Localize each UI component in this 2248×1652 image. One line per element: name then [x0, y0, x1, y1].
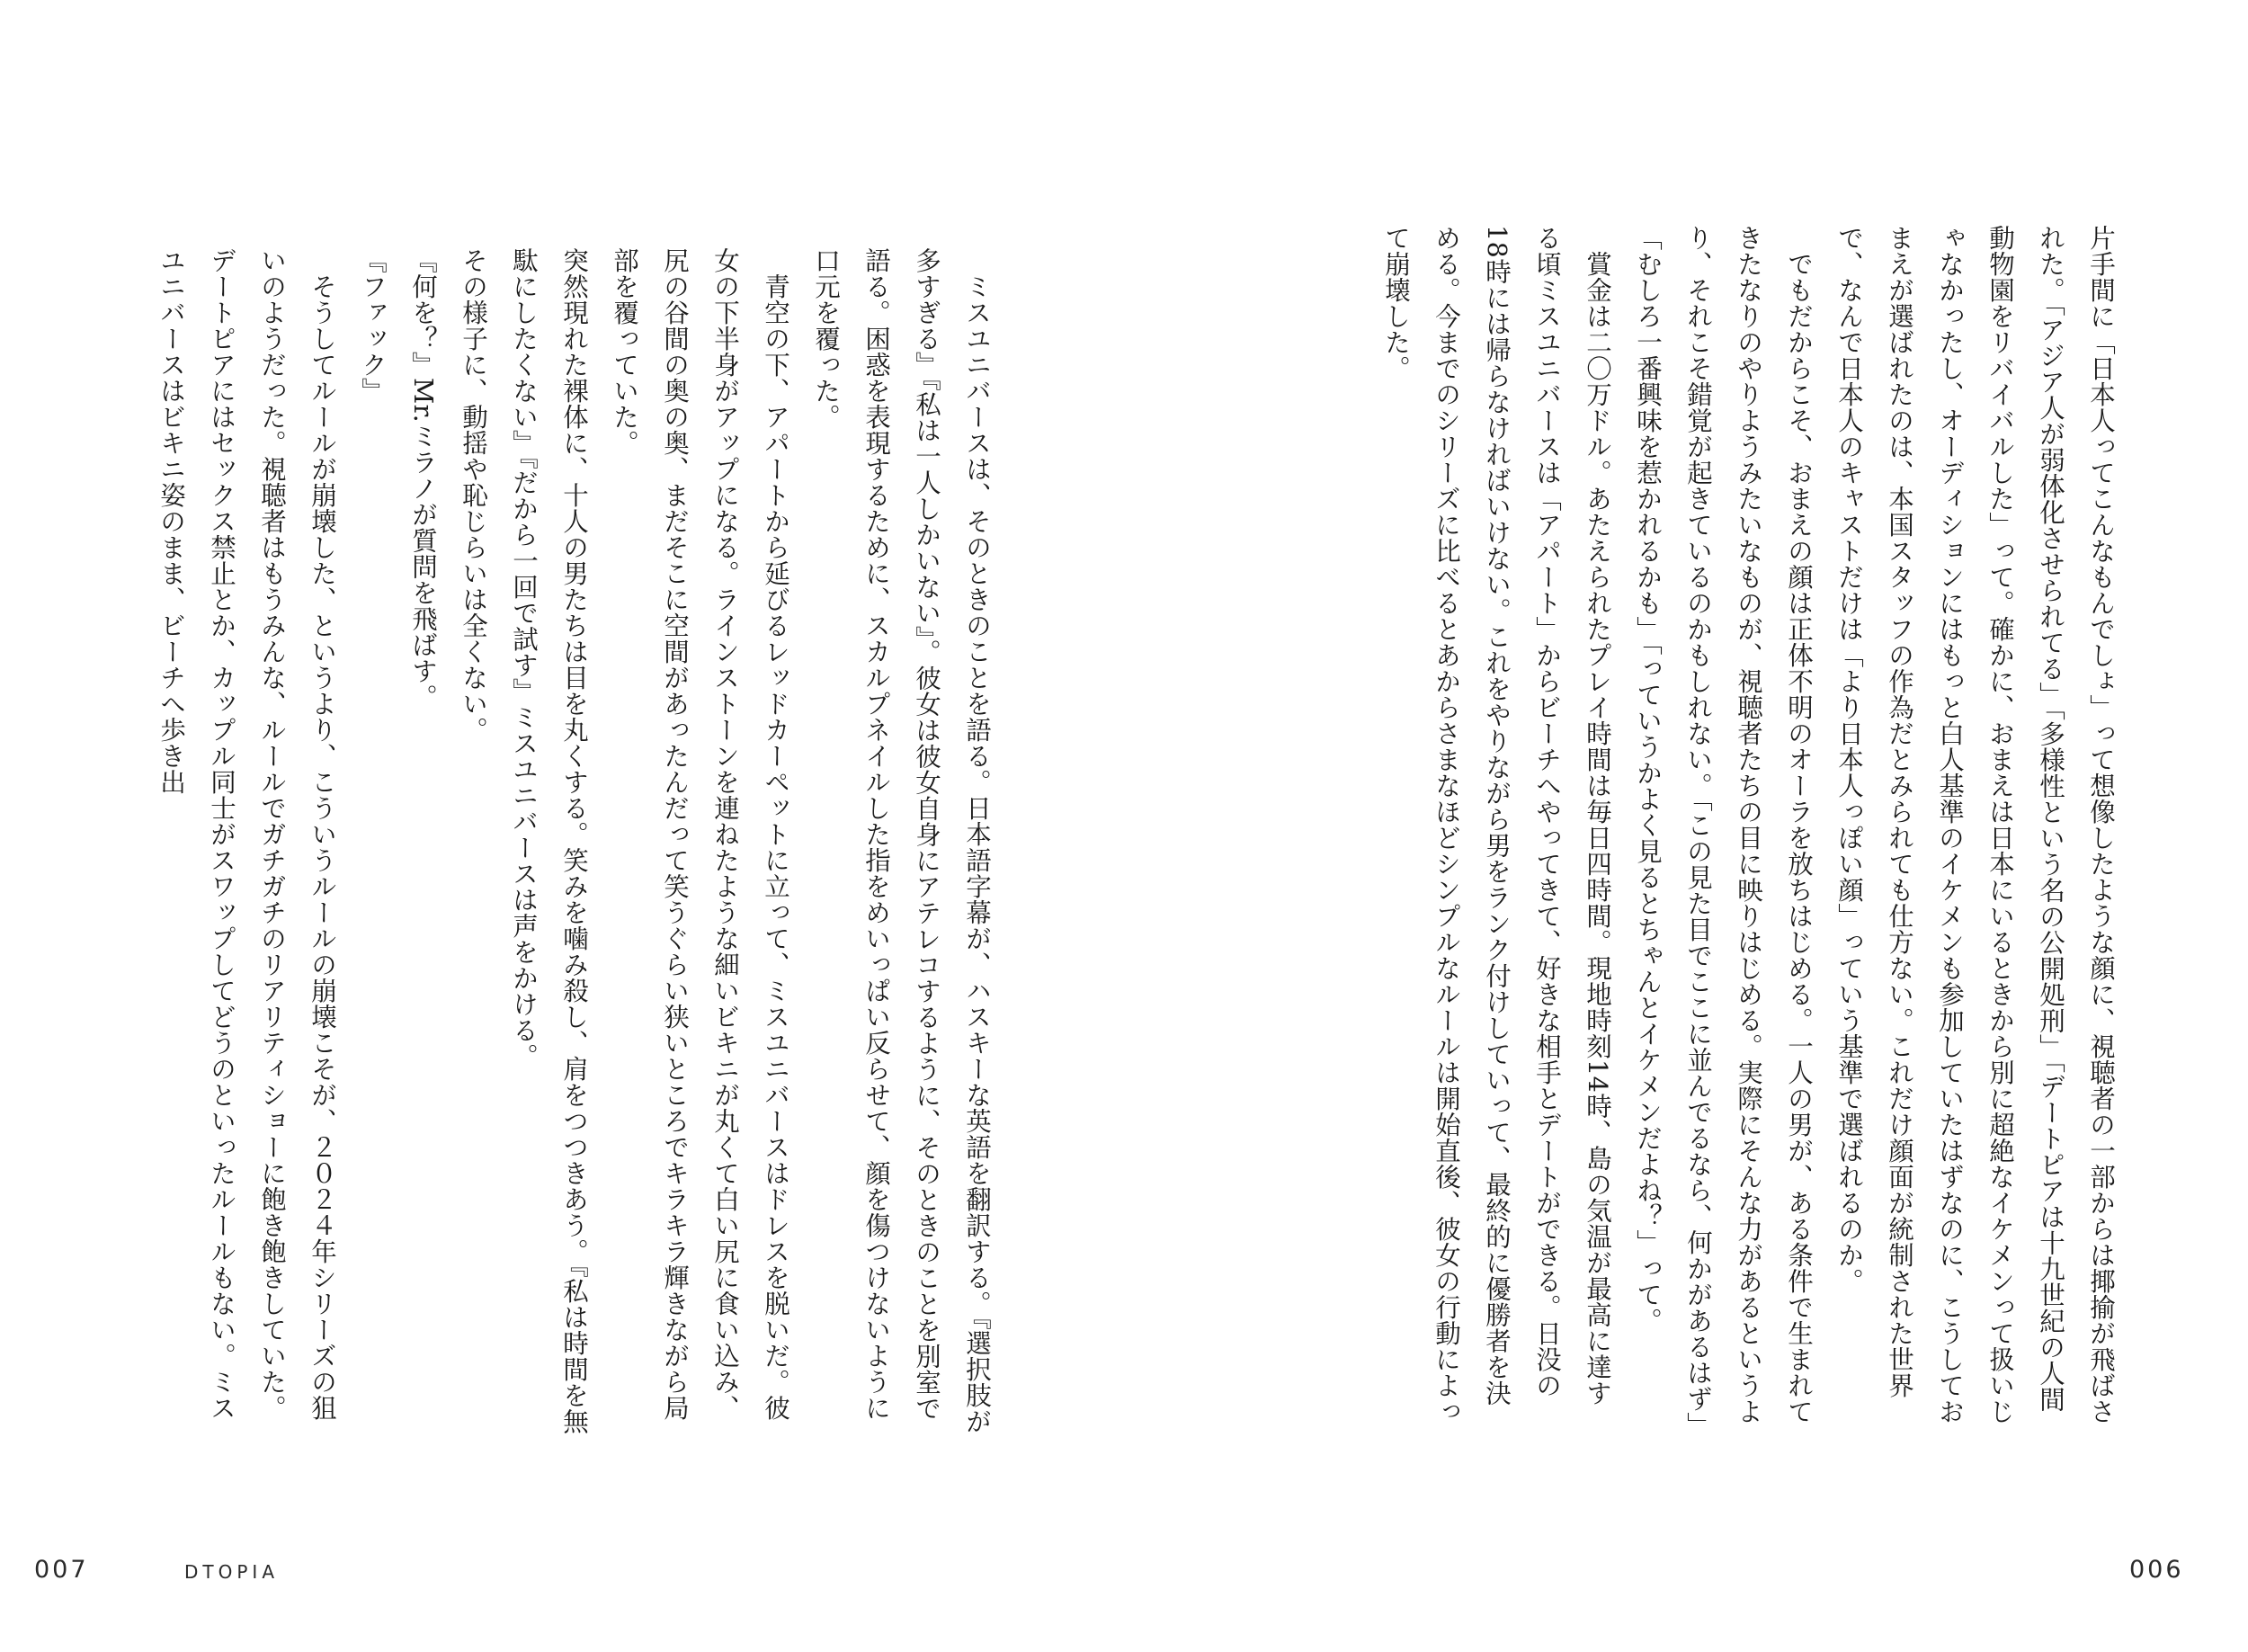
left-page-body — [129, 247, 1002, 1434]
paragraph: そうしてルールが崩壊した、というより、こういうルールの崩壊こそが、２０２４年シリーズの狙いのようだった。視聴者はもうみんな、ルールでガチガチのリアリティショーに飽き飽きしていた。デートピアにはセックス禁止とか、カップル同士がスワップしてどうのといったルールもない。ミスユニバースはビキニ姿のまま、ビーチへ歩き出 — [156, 247, 337, 1421]
paragraph: 『ファック』 — [358, 247, 388, 404]
right-page — [1124, 0, 2248, 1652]
paragraph: ミスユニバースは、そのときのことを語る。日本語字幕が、ハスキーな英語を翻訳する。『選択肢が多すぎる』『私は一人しかいない』。彼女は彼女自身にアテレコするように、そのときのことを別室で語る。困惑を表現するために、スカルプネイルした指をめいっぱい反らせて、顔を傷つけないように口元を覆った。 — [811, 247, 992, 1434]
running-head: DTOPIA — [184, 1561, 279, 1583]
page-number-right: 006 — [2129, 1556, 2184, 1584]
paragraph: 『何を？』Mr.ミラノが質問を飛ばす。 — [408, 247, 438, 710]
paragraph: 片手間に「日本人ってこんなもんでしょ」って想像したような顔に、視聴者の一部からは揶揄が飛ばされた。「アジア人が弱体化させられてる」「多様性という名の公開処刑」「デートピアは十九世紀の人間動物園をリバイバルした」って。確かに、おまえは日本にいるときから別に超絶なイケメンって扱いじゃなかったし、オーディションにはもっと白人基準のイケメンも参加していたはずなのに、こうしておまえが選ばれたのは、本国スタッフの作為だとみられても仕方ない。これだけ顔面が統制された世界で、なんで日本人のキャストだけは「より日本人っぽい顔」っていう基準で選ばれるのか。 — [1834, 225, 2116, 1424]
paragraph: 賞金は二〇万ドル。あたえられたプレイ時間は毎日四時間。現地時刻14時、島の気温が最高に達する頃ミスユニバースは「アパート」からビーチへやってきて、好きな相手とデートができる。日没の18時には帰らなければいけない。これをやりながら男をランク付けしていって、最終的に優勝者を決める。今までのシリーズに比べるとあからさまなほどシンプルなルールは開始直後、彼女の行動によって崩壊した。 — [1381, 225, 1612, 1424]
paragraph: 突然現れた裸体に、十人の男たちは目を丸くする。笑みを噛み殺し、肩をつつきあう。『私は時間を無駄にしたくない』『だから一回で試す』ミスユニバースは声をかける。 — [509, 247, 589, 1434]
paragraph: 青空の下、アパートから延びるレッドカーペットに立って、ミスユニバースはドレスを脱いだ。彼女の下半身がアップになる。ラインストーンを連ねたような細いビキニが丸くて白い尻に食い込み、尻の谷間の奥の奥、まだそこに空間があったんだって笑うぐらい狭いところでキラキラ輝きながら局部を覆っていた。 — [610, 247, 790, 1421]
paragraph: その様子に、動揺や恥じらいは全くない。 — [459, 247, 488, 743]
right-page-body — [1253, 225, 2126, 1430]
page-number-left: 007 — [34, 1556, 89, 1584]
paragraph: でもだからこそ、おまえの顔は正体不明のオーラを放ちはじめる。一人の男が、ある条件で生まれてきたなりのやりようみたいなものが、視聴者たちの目に映りはじめる。実際にそんな力があるというより、それこそ錯覚が起きているのかもしれない。「この見た目でここに並んでるなら、何かがあるはず」「むしろ一番興味を惹かれるかも」「っていうかよく見るとちゃんとイケメンだよね？」って。 — [1633, 225, 1814, 1425]
